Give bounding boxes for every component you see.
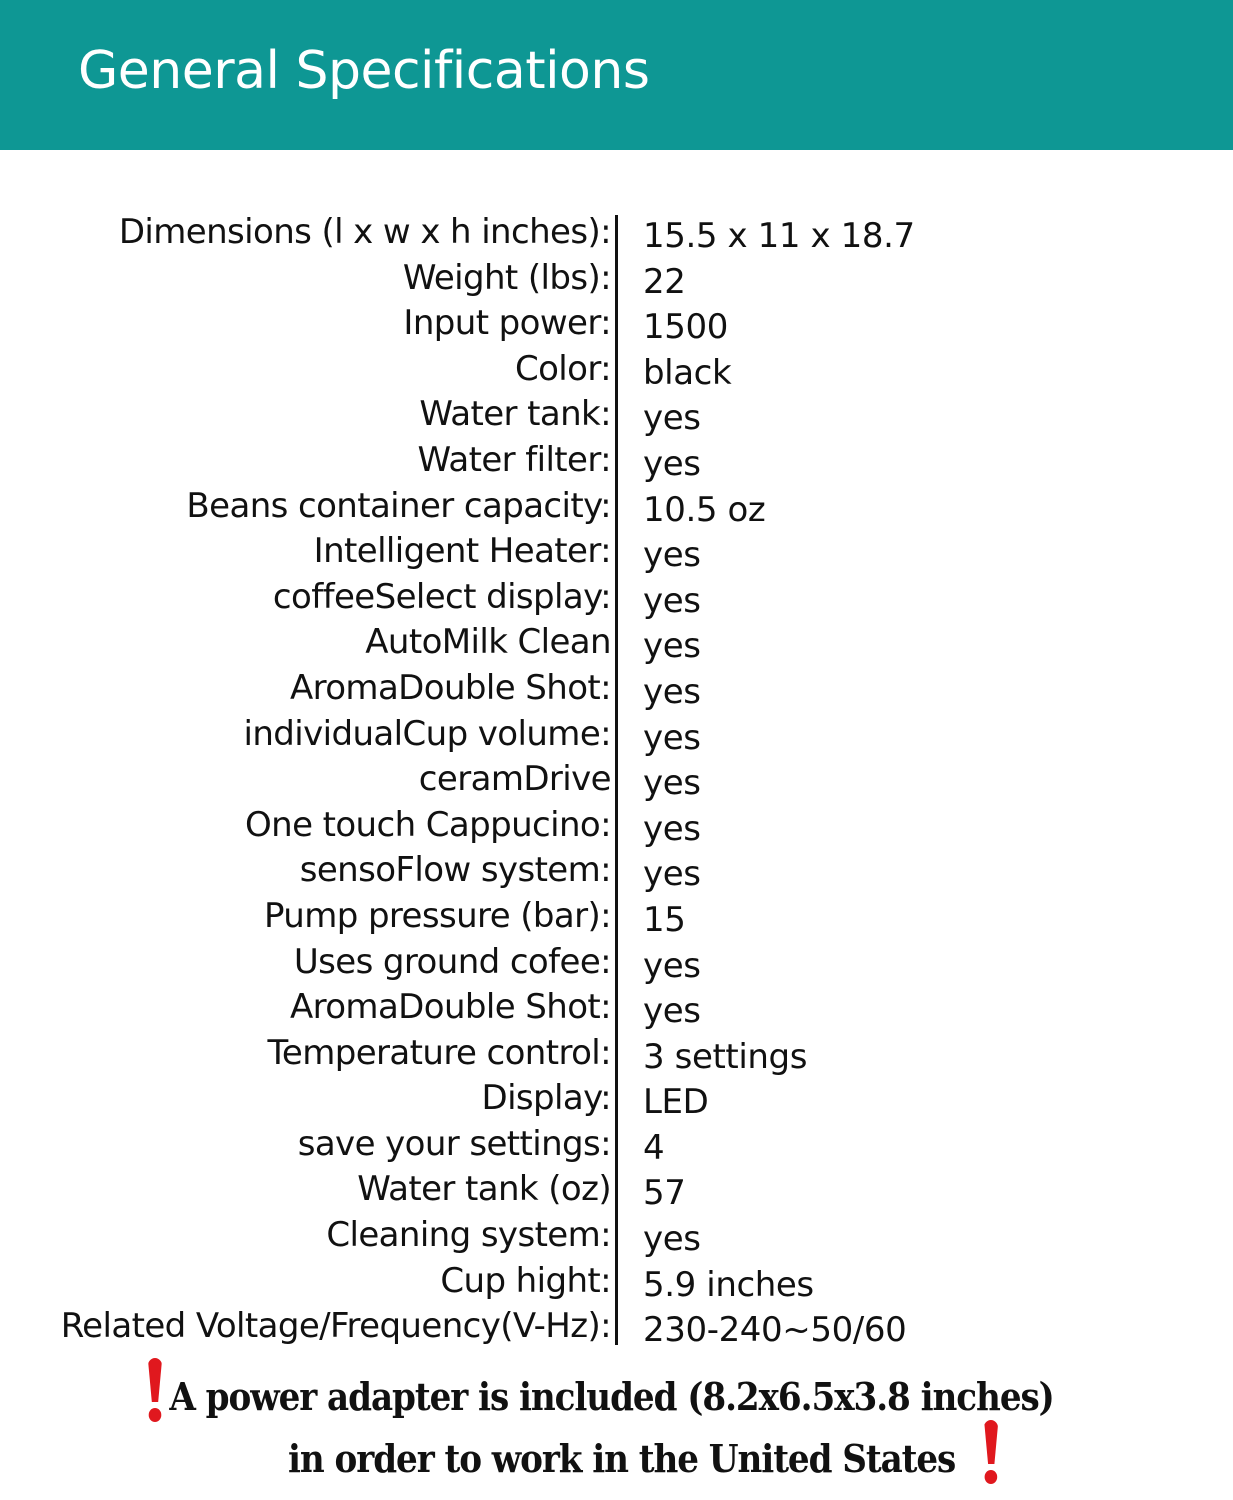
spec-label: Pump pressure (bar): <box>263 895 611 936</box>
united-states-notice <box>288 1420 1233 1486</box>
notice-line-1: A power adapter is included (8.2x6.5x3.8 inches) <box>169 1374 1054 1419</box>
header-banner <box>0 0 1233 150</box>
spec-row <box>0 803 1233 849</box>
spec-label: Temperature control: <box>267 1032 611 1073</box>
spec-row <box>0 301 1233 347</box>
spec-label: Cleaning system: <box>326 1215 611 1256</box>
power-adapter-notice <box>146 1358 1233 1424</box>
spec-value: 4 <box>643 1127 665 1168</box>
spec-value: yes <box>643 535 701 576</box>
spec-value: 15 <box>643 899 686 940</box>
spec-label: coffeeSelect display: <box>272 576 611 617</box>
spec-value: yes <box>643 717 701 758</box>
spec-row <box>0 210 1233 256</box>
spec-row <box>0 256 1233 302</box>
spec-value: LED <box>643 1082 709 1123</box>
spec-value: yes <box>643 398 701 439</box>
spec-row <box>0 438 1233 484</box>
spec-row <box>0 1213 1233 1259</box>
spec-value: 15.5 x 11 x 18.7 <box>643 216 915 256</box>
spec-label: Intelligent Heater: <box>313 531 611 572</box>
spec-label: AromaDouble Shot: <box>289 987 611 1028</box>
spec-label: individualCup volume: <box>243 713 611 754</box>
spec-row <box>0 757 1233 803</box>
spec-label: Related Voltage/Frequency(V-Hz): <box>60 1306 611 1347</box>
spec-table <box>0 210 1233 1350</box>
spec-value: 3 settings <box>643 1036 808 1077</box>
spec-row <box>0 575 1233 621</box>
spec-value: black <box>643 352 732 393</box>
spec-value: yes <box>643 580 701 621</box>
spec-label: AutoMilk Clean <box>365 622 611 663</box>
spec-value: yes <box>643 1219 701 1260</box>
spec-label: sensoFlow system: <box>299 850 611 891</box>
spec-row <box>0 1076 1233 1122</box>
spec-value: yes <box>643 763 701 804</box>
spec-value: yes <box>643 626 701 667</box>
spec-value: 22 <box>643 261 686 302</box>
spec-row <box>0 484 1233 530</box>
notice-line-2: in order to work in the United States <box>288 1436 956 1481</box>
exclamation-icon <box>146 1358 164 1424</box>
spec-value: yes <box>643 671 701 712</box>
page-title: General Specifications <box>78 41 650 101</box>
spec-row <box>0 848 1233 894</box>
spec-label: Display: <box>481 1078 611 1119</box>
spec-row <box>0 392 1233 438</box>
spec-value: 57 <box>643 1173 686 1214</box>
spec-value: 10.5 oz <box>643 489 766 530</box>
spec-value: 5.9 inches <box>643 1264 814 1305</box>
spec-label: One touch Cappucino: <box>244 804 611 845</box>
spec-label: Color: <box>514 348 611 389</box>
spec-row <box>0 529 1233 575</box>
spec-label: Uses ground cofee: <box>293 941 611 982</box>
spec-row <box>0 1122 1233 1168</box>
spec-label: Beans container capacity: <box>186 485 611 526</box>
spec-label: Water tank: <box>419 394 611 435</box>
spec-label: Input power: <box>403 303 611 344</box>
spec-row <box>0 1304 1233 1350</box>
spec-label: AromaDouble Shot: <box>289 667 611 708</box>
spec-value: 230-240~50/60 <box>643 1310 907 1351</box>
spec-row <box>0 347 1233 393</box>
spec-value: 1500 <box>643 307 728 348</box>
spec-value: yes <box>643 945 701 986</box>
spec-label: Water tank (oz) <box>357 1169 611 1210</box>
spec-row <box>0 985 1233 1031</box>
spec-value: yes <box>643 854 701 895</box>
spec-value: yes <box>643 443 701 484</box>
spec-row <box>0 1031 1233 1077</box>
spec-value: yes <box>643 808 701 849</box>
spec-row <box>0 1167 1233 1213</box>
spec-row <box>0 712 1233 758</box>
spec-row <box>0 620 1233 666</box>
spec-value: yes <box>643 991 701 1032</box>
spec-row <box>0 666 1233 712</box>
spec-row <box>0 940 1233 986</box>
spec-label: Weight (lbs): <box>402 257 611 298</box>
spec-row <box>0 1259 1233 1305</box>
spec-label: save your settings: <box>297 1123 611 1164</box>
exclamation-icon <box>982 1420 1000 1486</box>
spec-label: Cup hight: <box>440 1260 611 1301</box>
spec-label: ceramDrive <box>418 759 611 800</box>
spec-label: Water filter: <box>417 439 611 480</box>
spec-label: Dimensions (l x w x h inches): <box>118 212 611 252</box>
spec-row <box>0 894 1233 940</box>
